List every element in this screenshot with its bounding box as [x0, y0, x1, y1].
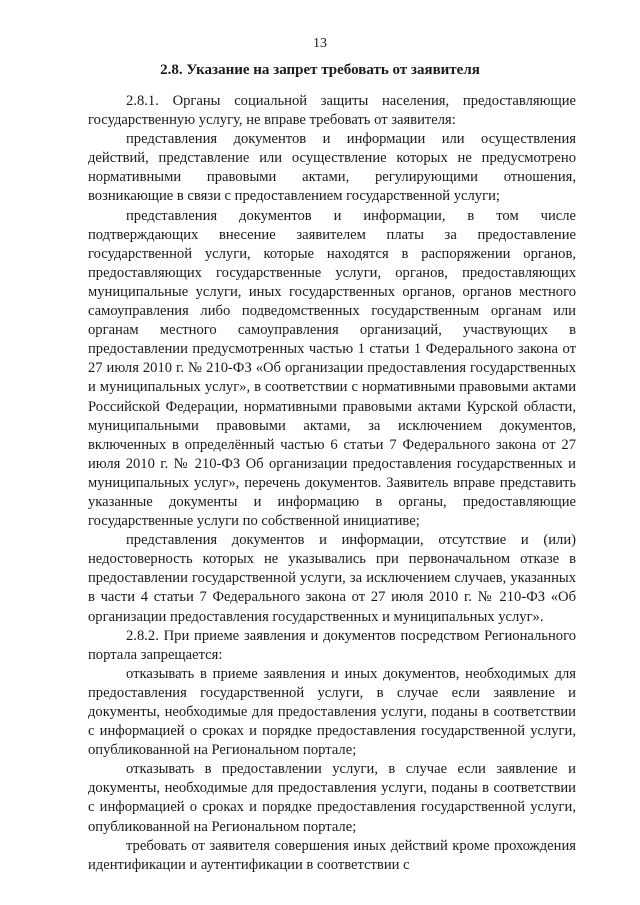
- paragraph-item-missing-info: представления документов и информации, отсутствие и (или) недостоверность которых не указывались при первоначальном отказе в предоставлении государственной услуги, за исключением случаев, указанных в части 4 статьи 7 Федерального закона от 27 июля 2010 г. № 210-ФЗ «Об организации предоставления государственных и муниципальных услуг».: [88, 532, 576, 625]
- paragraph-item-documents: представления документов и информации, в том числе подтверждающих внесение заявителем платы за предоставление государственной услуги, которые находятся в распоряжении органов, предоставляющих государственные услуги, органов, предоставляющих муниципальные услуги, иных государственных органов, органов местного самоуправления либо подведомственных государственным органам или органам местного самоуправления организаций, участвующих в предоставлении предусмотренных частью 1 статьи 1 Федерального закона от 27 июля 2010 г. № 210-ФЗ «Об организации предоставления государственных и муниципальных услуг», в соответствии с нормативными правовыми актами Российской Федерации, нормативными правовыми актами Курской области, муниципальными правовыми актами, за исключением документов, включенных в определённый частью 6 статьи 7 Федерального закона от 27 июля 2010 г. № 210-ФЗ Об организации предоставления государственных и муниципальных услуг», перечень документов. Заявитель вправе представить указанные документы и информацию в органы, предоставляющие государственные услуги по собственной инициативе;: [88, 207, 576, 530]
- paragraph-item-refuse-service: отказывать в предоставлении услуги, в случае если заявление и документы, необходимые для предоставления услуги, поданы в соответствии с информацией о сроках и порядке предоставления государственной услуги, опубликованной на Региональном портале;: [88, 761, 576, 835]
- paragraph-item-actions: представления документов и информации или осуществления действий, представление или осуществление которых не предусмотрено нормативными правовыми актами, регулирующими отношения, возникающие в связи с предоставлением государственной услуги;: [88, 131, 576, 205]
- page-number: 13: [313, 36, 327, 51]
- paragraph-item-require-actions: требовать от заявителя совершения иных действий кроме прохождения идентификации и аутентификации в соответствии с: [88, 837, 576, 873]
- paragraph-2-8-1: 2.8.1. Органы социальной защиты населения, предоставляющие государственную услугу, не вправе требовать от заявителя:: [88, 93, 576, 129]
- paragraph-2-8-2: 2.8.2. При приеме заявления и документов посредством Регионального портала запрещается:: [88, 627, 576, 663]
- paragraph-item-refuse-acceptance: отказывать в приеме заявления и иных документов, необходимых для предоставления государственной услуги, в случае если заявление и документы, необходимые для предоставления услуги, поданы в соответствии с информацией о сроках и порядке предоставления государственной услуги, опубликованной на Региональном портале;: [88, 665, 576, 759]
- section-heading: 2.8. Указание на запрет требовать от заявителя: [160, 62, 480, 78]
- body-text: [88, 92, 576, 875]
